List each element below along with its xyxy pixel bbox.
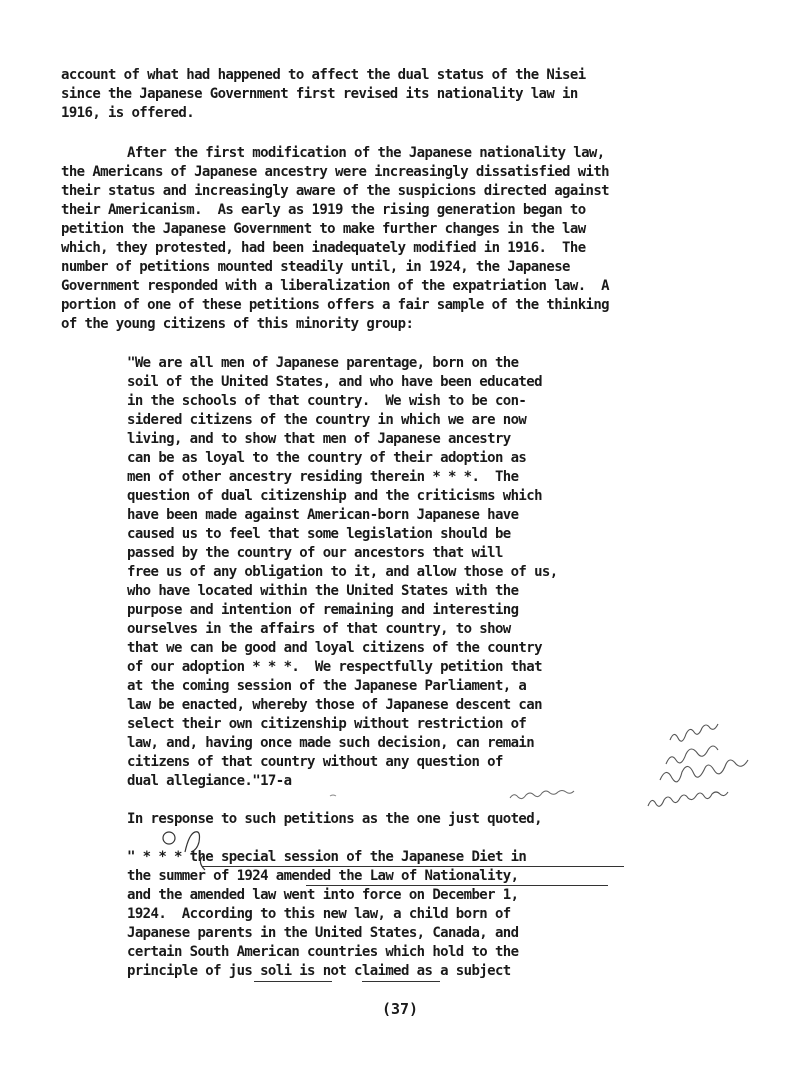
paragraph-2-line-8: Government responded with a liberalization of the expatriation law. A [61,278,610,294]
paragraph-2-line-6: which, they protested, had been inadequately modified in 1916. The [61,240,586,256]
quote-1-line-20: select their own citizenship without restriction of [127,716,527,732]
quote-1-line-23: dual allegiance."17-a [127,773,292,789]
handwritten-underline-4 [362,981,440,982]
quote-1-line-16: that we can be good and loyal citizens of the country [127,640,542,656]
quote-1-line-6: can be as loyal to the country of their adoption as [127,450,527,466]
quote-2-line-2: the summer of 1924 amended the Law of Nationality, [127,868,519,884]
paragraph-1-line-1: account of what had happened to affect the dual status of the Nisei [61,67,586,83]
paragraph-1-line-2: since the Japanese Government first revised its nationality law in [61,86,578,102]
quote-2-line-3: and the amended law went into force on December 1, [127,887,519,903]
quote-1-line-8: question of dual citizenship and the criticisms which [127,488,542,504]
quote-1-line-22: citizens of that country without any question of [127,754,503,770]
quote-2-line-7: principle of jus soli is not claimed as a subject [127,963,511,979]
quote-2-line-1: " * * * the special session of the Japanese Diet in [127,849,527,865]
handwritten-underline-2 [306,885,608,886]
quote-1-line-10: caused us to feel that some legislation should be [127,526,511,542]
quote-1-line-13: who have located within the United States with the [127,583,519,599]
quote-1-line-15: ourselves in the affairs of that country, to show [127,621,511,637]
quote-1-line-4: sidered citizens of the country in which we are now [127,412,527,428]
paragraph-2-line-4: their Americanism. As early as 1919 the rising generation began to [61,202,586,218]
quote-1-line-2: soil of the United States, and who have been educated [127,374,542,390]
quote-1-line-5: living, and to show that men of Japanese ancestry [127,431,511,447]
quote-1-line-3: in the schools of that country. We wish to be con- [127,393,527,409]
paragraph-1-line-3: 1916, is offered. [61,105,195,121]
quote-1-line-17: of our adoption * * *. We respectfully petition that [127,659,542,675]
quote-1-line-21: law, and, having once made such decision, can remain [127,735,535,751]
quote-1-line-1: "We are all men of Japanese parentage, born on the [127,355,519,371]
paragraph-2-line-10: of the young citizens of this minority group: [61,316,414,332]
paragraph-2-line-2: the Americans of Japanese ancestry were increasingly dissatisfied with [61,164,610,180]
quote-1-line-18: at the coming session of the Japanese Parliament, a [127,678,527,694]
quote-1-line-12: free us of any obligation to it, and allow those of us, [127,564,558,580]
paragraph-2-line-1: After the first modification of the Japanese nationality law, [127,145,605,161]
handwritten-annotation-scribble [330,720,770,820]
quote-2-line-6: certain South American countries which hold to the [127,944,519,960]
handwritten-underline-1 [202,866,624,867]
quote-2-line-4: 1924. According to this new law, a child born of [127,906,511,922]
quote-1-line-9: have been made against American-born Japanese have [127,507,519,523]
paragraph-2-line-5: petition the Japanese Government to make further changes in the law [61,221,586,237]
paragraph-3-line-1: In response to such petitions as the one just quoted, [127,811,542,827]
quote-2-line-5: Japanese parents in the United States, Canada, and [127,925,519,941]
quote-1-line-14: purpose and intention of remaining and interesting [127,602,519,618]
page-number: (37) [381,1000,419,1018]
handwritten-underline-3 [254,981,332,982]
paragraph-2-line-7: number of petitions mounted steadily until, in 1924, the Japanese [61,259,570,275]
paragraph-2-line-9: portion of one of these petitions offers a fair sample of the thinking [61,297,610,313]
quote-1-line-11: passed by the country of our ancestors that will [127,545,503,561]
quote-1-line-7: men of other ancestry residing therein * * *. The [127,469,519,485]
quote-1-line-19: law be enacted, whereby those of Japanese descent can [127,697,542,713]
paragraph-2-line-3: their status and increasingly aware of the suspicions directed against [61,183,610,199]
